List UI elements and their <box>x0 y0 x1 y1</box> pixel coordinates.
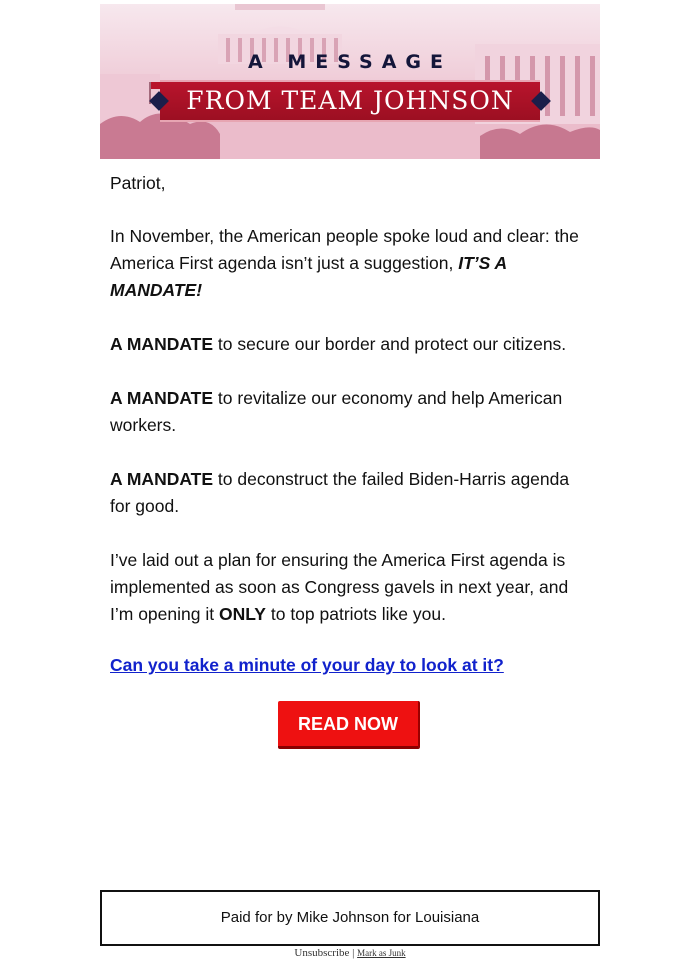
paragraph-intro <box>110 223 590 304</box>
only-emphasis: ONLY <box>218 604 266 624</box>
paragraph-intro-text: In November, the American people spoke loud and clear: the America First agenda isn’t just a suggestion, <box>110 226 579 273</box>
mandate-text: to revitalize our economy and help American workers. <box>110 388 563 435</box>
paid-for-disclaimer: Paid for by Mike Johnson for Louisiana <box>100 890 600 946</box>
mandate-text: to secure our border and protect our citizens. <box>217 334 567 354</box>
greeting: Patriot, <box>110 173 166 193</box>
read-now-button[interactable]: READ NOW <box>278 701 420 749</box>
paragraph-plan-text: I’ve laid out a plan for ensuring the America First agenda is implemented as soon as Congress gavels in next year, and I’m opening it <box>110 550 569 624</box>
banner-title-line1: A MESSAGE <box>248 51 452 73</box>
footer-separator: | <box>352 947 355 959</box>
mandate-paragraph <box>110 466 590 520</box>
header-banner <box>100 4 600 159</box>
footer-links <box>0 947 700 959</box>
mandate-paragraph <box>110 331 590 358</box>
mandate-lead: A MANDATE <box>110 469 214 489</box>
unsubscribe-link[interactable]: Unsubscribe <box>294 947 350 959</box>
mandate-paragraph <box>110 385 590 439</box>
mandate-emphasis: IT’S A MANDATE! <box>110 253 507 300</box>
paragraph-plan <box>110 547 590 628</box>
mark-as-junk-link[interactable]: Mark as Junk <box>357 948 406 958</box>
mandate-lead: A MANDATE <box>110 334 214 354</box>
paragraph-plan-end: to top patriots like you. <box>270 604 446 624</box>
mandate-text: to deconstruct the failed Biden-Harris agenda for good. <box>110 469 570 516</box>
banner-ribbon <box>160 80 540 122</box>
banner-title-line2: FROM TEAM JOHNSON <box>186 86 514 115</box>
mandate-lead: A MANDATE <box>110 388 214 408</box>
cta-link[interactable]: Can you take a minute of your day to look at it? <box>110 655 504 675</box>
